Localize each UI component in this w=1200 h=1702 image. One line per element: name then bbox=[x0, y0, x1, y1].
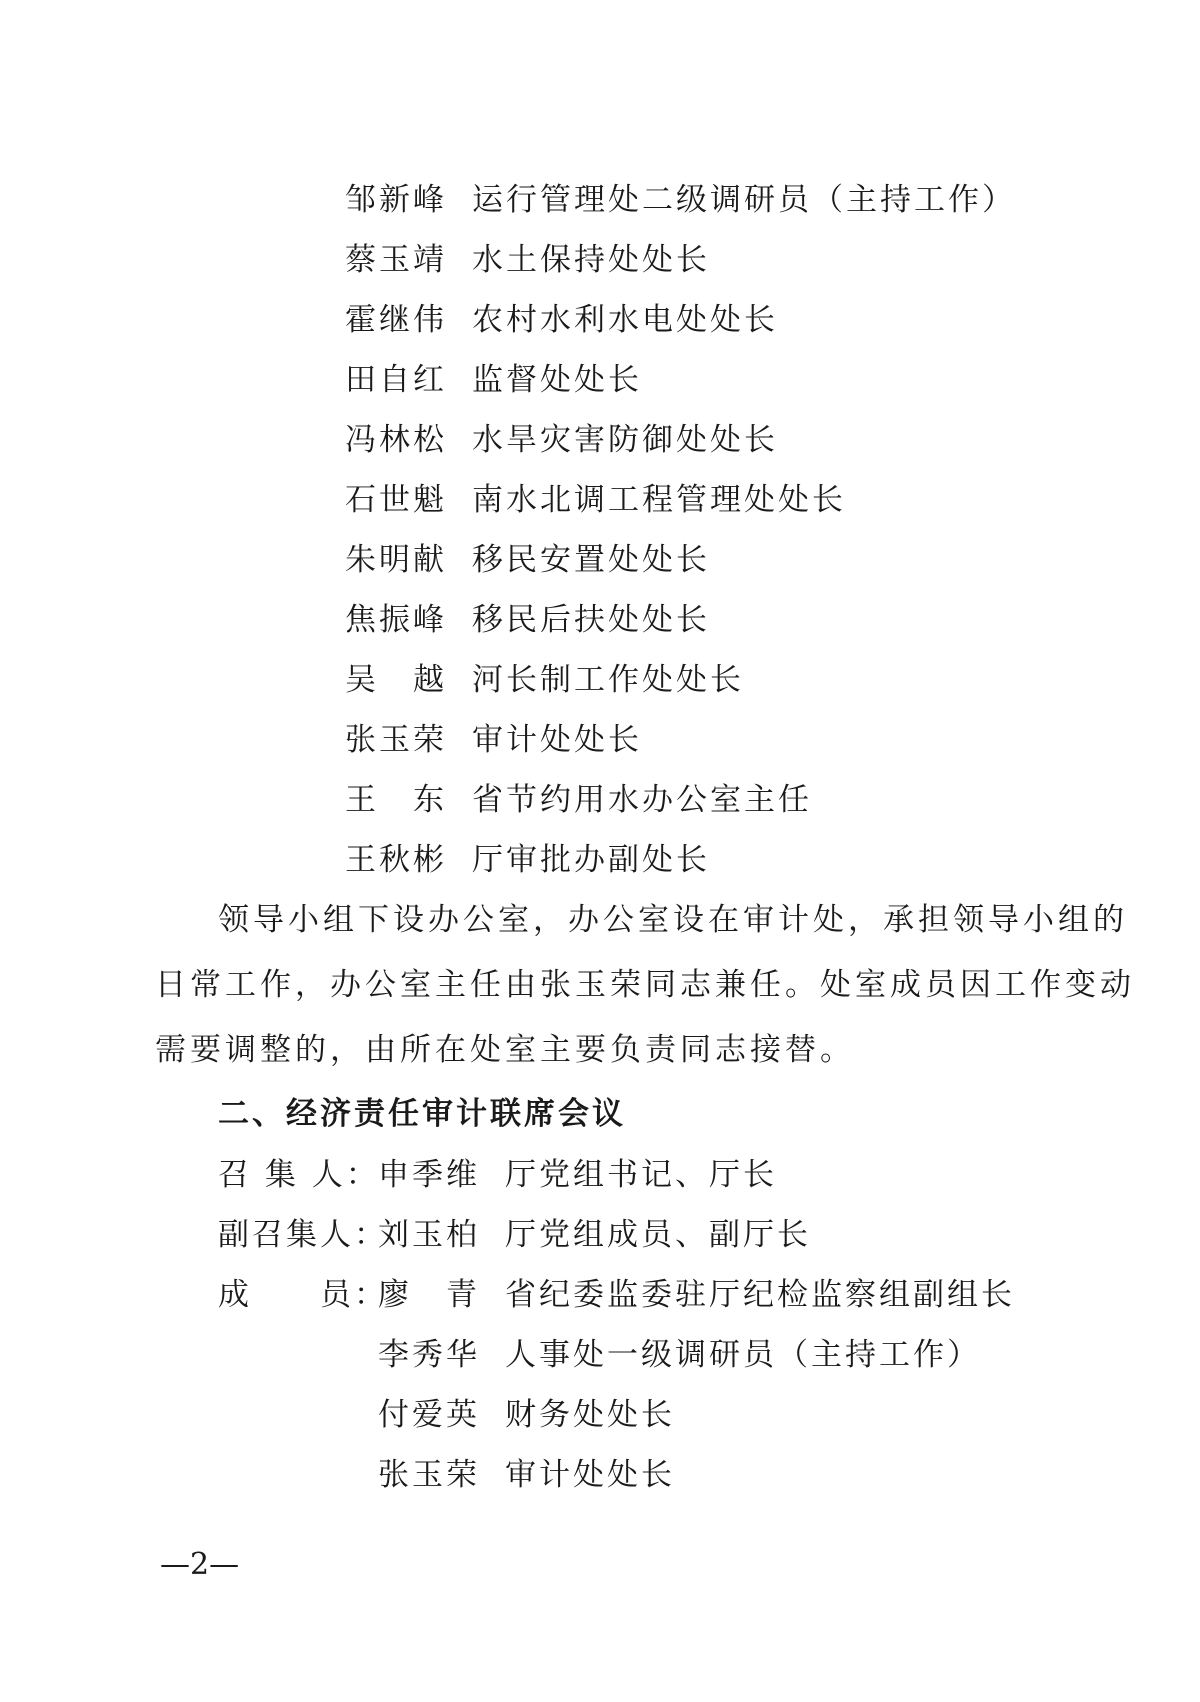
member-title: 南水北调工程管理处处长 bbox=[472, 482, 846, 518]
meeting-member-name: 付爱英 bbox=[378, 1397, 480, 1433]
meeting-member-title: 省纪委监委驻厅纪检监察组副组长 bbox=[505, 1277, 1015, 1313]
member-name: 王秋彬 bbox=[345, 842, 447, 878]
member-name: 霍继伟 bbox=[345, 302, 447, 338]
office-paragraph-line-2: 日常工作，办公室主任由张玉荣同志兼任。处室成员因工作变动 bbox=[155, 967, 1135, 1003]
member-title: 厅审批办副处长 bbox=[472, 842, 710, 878]
page-number: —2— bbox=[160, 1547, 240, 1582]
member-name: 张玉荣 bbox=[345, 722, 447, 758]
member-name: 石世魁 bbox=[345, 482, 447, 518]
convener-role: 召 集 人： bbox=[218, 1157, 380, 1193]
member-title: 水土保持处处长 bbox=[472, 242, 710, 278]
member-title: 移民安置处处长 bbox=[472, 542, 710, 578]
section-heading: 二、经济责任审计联席会议 bbox=[218, 1096, 626, 1132]
member-title: 省节约用水办公室主任 bbox=[472, 782, 812, 818]
member-name: 田自红 bbox=[345, 362, 447, 398]
meeting-member-title: 财务处处长 bbox=[505, 1397, 675, 1433]
member-title: 移民后扶处处长 bbox=[472, 602, 710, 638]
office-paragraph-line-1: 领导小组下设办公室，办公室设在审计处，承担领导小组的 bbox=[218, 902, 1128, 938]
meeting-member-name: 张玉荣 bbox=[378, 1457, 480, 1493]
member-title: 审计处处长 bbox=[472, 722, 642, 758]
member-name: 朱明献 bbox=[345, 542, 447, 578]
deputy-convener-role: 副召集人： bbox=[218, 1217, 388, 1253]
members-role: 成 员： bbox=[218, 1277, 388, 1313]
office-paragraph-line-3: 需要调整的，由所在处室主要负责同志接替。 bbox=[155, 1032, 855, 1068]
member-name: 蔡玉靖 bbox=[345, 242, 447, 278]
member-name: 邹新峰 bbox=[345, 182, 447, 218]
meeting-member-name: 李秀华 bbox=[378, 1337, 480, 1373]
meeting-member-title: 审计处处长 bbox=[505, 1457, 675, 1493]
convener-title: 厅党组书记、厅长 bbox=[505, 1157, 777, 1193]
member-title: 河长制工作处处长 bbox=[472, 662, 744, 698]
member-name: 吴 越 bbox=[345, 662, 447, 698]
member-name: 焦振峰 bbox=[345, 602, 447, 638]
deputy-convener-name: 刘玉柏 bbox=[378, 1217, 480, 1253]
deputy-convener-title: 厅党组成员、副厅长 bbox=[505, 1217, 811, 1253]
convener-name: 申季维 bbox=[378, 1157, 480, 1193]
member-title: 水旱灾害防御处处长 bbox=[472, 422, 778, 458]
member-name: 冯林松 bbox=[345, 422, 447, 458]
member-title: 监督处处长 bbox=[472, 362, 642, 398]
meeting-member-name: 廖 青 bbox=[378, 1277, 480, 1313]
member-title: 运行管理处二级调研员（主持工作） bbox=[472, 182, 1016, 218]
member-title: 农村水利水电处处长 bbox=[472, 302, 778, 338]
member-name: 王 东 bbox=[345, 782, 447, 818]
meeting-member-title: 人事处一级调研员（主持工作） bbox=[505, 1337, 981, 1373]
